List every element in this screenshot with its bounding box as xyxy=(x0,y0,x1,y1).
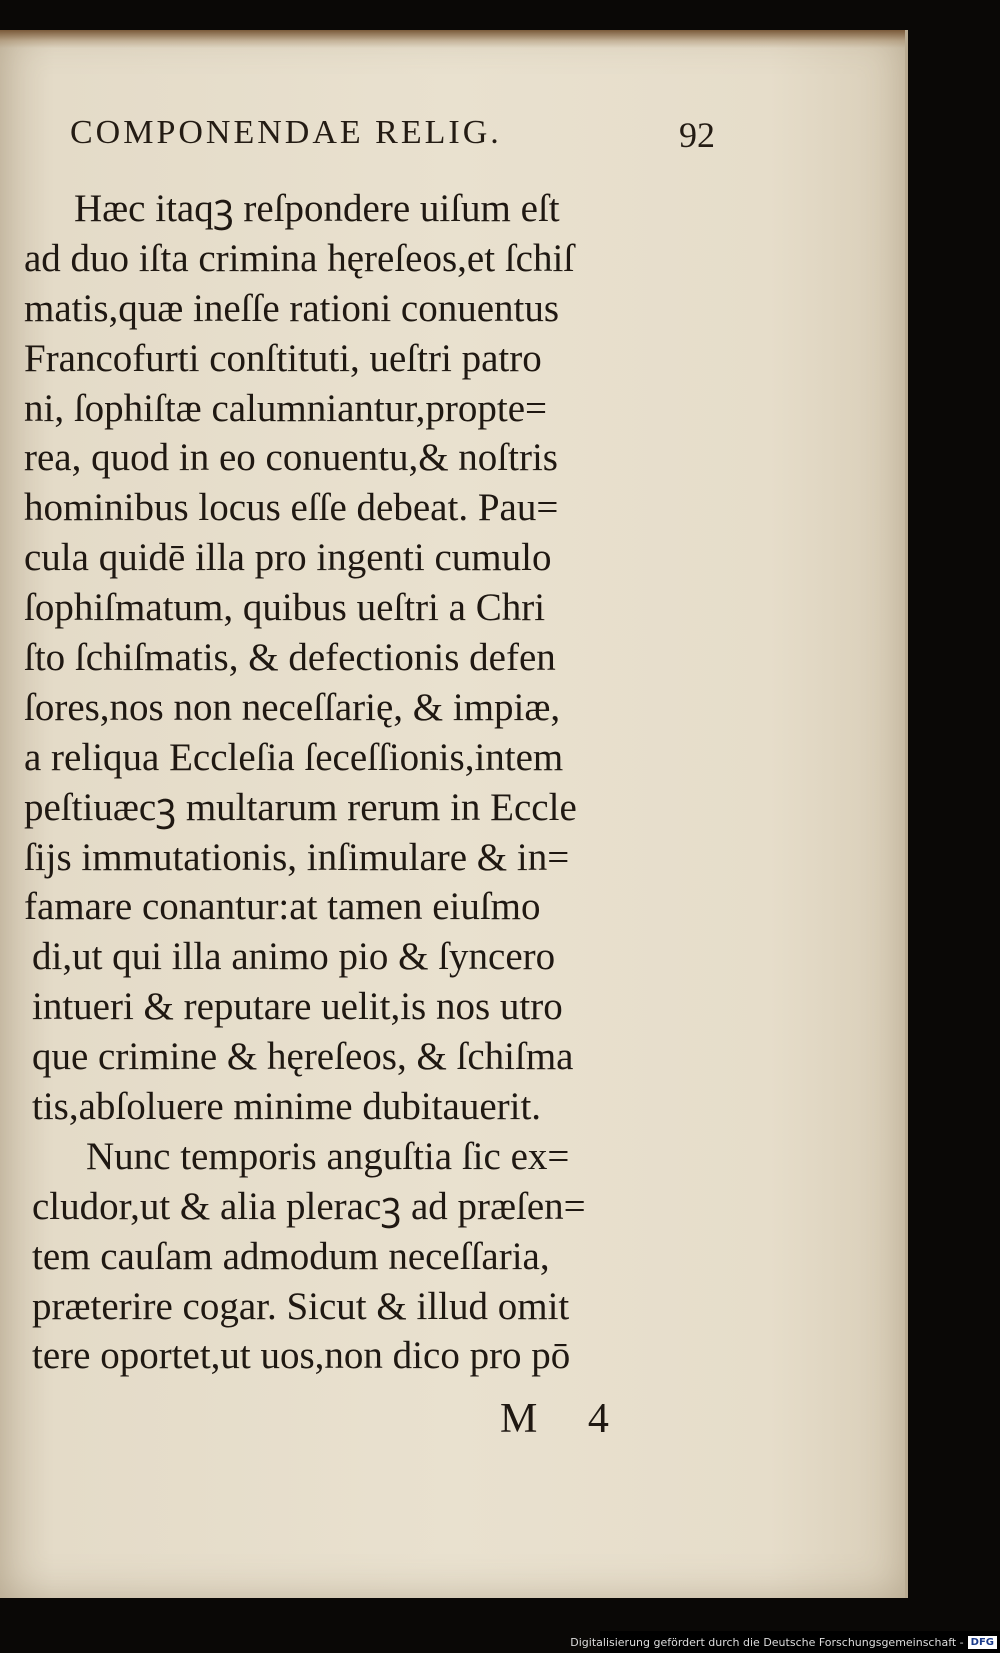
text-block xyxy=(24,184,714,1381)
text-line: tere oportet,ut uos,non dico pro pō xyxy=(32,1334,571,1378)
text-line: hominibus locus eſſe debeat. Pau= xyxy=(24,486,559,530)
page-header xyxy=(70,114,715,164)
text-line: que crimine & hęreſeos, & ſchiſma xyxy=(32,1035,574,1079)
text-line: Nunc temporis anguſtia ſic ex= xyxy=(86,1134,570,1178)
text-line: cula quidē illa pro ingenti cumulo xyxy=(24,536,552,580)
dfg-notice-text: Digitalisierung gefördert durch die Deutsche Forschungsgemeinschaft - xyxy=(570,1635,964,1649)
text-line: ſophiſmatum, quibus ueſtri a Chri xyxy=(24,586,546,630)
page-number: 92 xyxy=(679,115,715,155)
text-line: tem cauſam admodum neceſſaria, xyxy=(32,1234,550,1278)
text-line: peſtiuæcꝫ multarum rerum in Eccle xyxy=(24,785,577,829)
text-line: cludor,ut & alia pleracꝫ ad præſen= xyxy=(32,1184,586,1228)
dfg-logo-icon: DFG xyxy=(968,1636,997,1649)
text-line: ad duo iſta crimina hęreſeos,et ſchiſ xyxy=(24,236,575,280)
text-line: ſijs immutationis, inſimulare & in= xyxy=(24,835,570,879)
text-line: præterire cogar. Sicut & illud omit xyxy=(32,1284,570,1328)
book-page xyxy=(0,30,908,1598)
text-line: ſto ſchiſmatis, & defectionis defen xyxy=(24,636,556,680)
text-line: di,ut qui illa animo pio & ſyncero xyxy=(32,935,556,979)
text-line: a reliqua Eccleſia ſeceſſionis,intem xyxy=(24,735,564,779)
text-line: intueri & reputare uelit,is nos utro xyxy=(32,985,563,1029)
signature-mark: M 4 xyxy=(500,1396,629,1442)
text-line: Francofurti conſtituti, ueſtri patro xyxy=(24,336,542,380)
text-line: tis,abſoluere minime dubitauerit. xyxy=(32,1085,542,1129)
dfg-notice-bar xyxy=(570,1631,1000,1653)
text-line: rea, quod in eo conuentu,& noſtris xyxy=(24,436,558,480)
text-line: ni, ſophiſtæ calumniantur,propte= xyxy=(24,386,548,430)
running-title: COMPONENDAE RELIG. xyxy=(70,114,502,151)
text-line: famare conantur:at tamen eiuſmo xyxy=(24,885,541,929)
text-line: Hæc itaqꝫ reſpondere uiſum eſt xyxy=(74,187,560,230)
text-line: ſores,nos non neceſſarię, & impiæ, xyxy=(24,685,561,729)
text-line: matis,quæ ineſſe rationi conuentus xyxy=(24,286,560,330)
